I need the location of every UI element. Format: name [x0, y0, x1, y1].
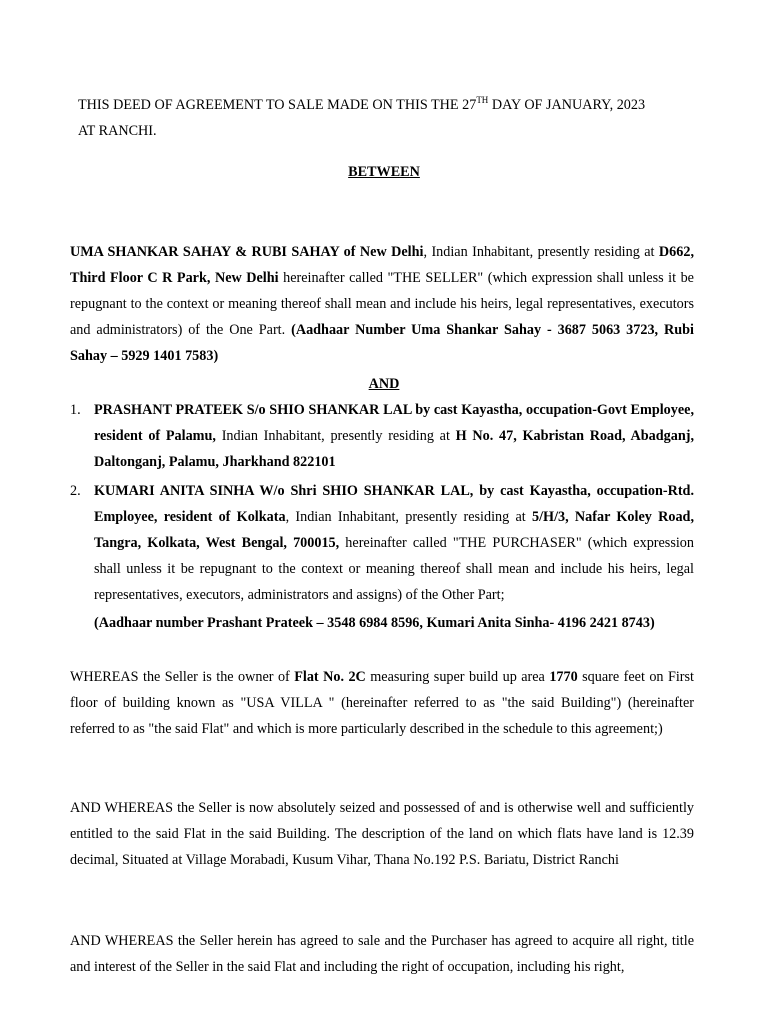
whereas-paragraph-3: AND WHEREAS the Seller herein has agreed to sale and the Purchaser has agreed to acquire all right, title and interest of the Seller in the said Flat and including the right of occupation, including his right, — [70, 933, 694, 975]
purchaser-2-text-2: hereinafter called "THE PURCHASER" (which expression shall unless it be repugnant to the context or meaning thereof shall mean and include his heirs, legal representatives, executors, administrators and assigns) of the Other Part; — [94, 535, 694, 603]
between-label: BETWEEN — [348, 164, 420, 180]
purchaser-1-name: PRASHANT PRATEEK S/o SHIO SHANKAR LAL by cast Kayastha, occupation-Govt Employee, resident of Palamu, — [94, 402, 694, 444]
whereas1-text-1: WHEREAS the Seller is the owner of — [70, 669, 295, 685]
seller-paragraph — [70, 239, 694, 369]
purchaser-2-address: 5/H/3, Nafar Koley Road, Tangra, Kolkata, West Bengal, 700015, — [94, 509, 694, 551]
flat-number: Flat No. 2C — [294, 669, 366, 685]
seller-text-2: hereinafter called "THE SELLER" (which expression shall unless it be repugnant to the context or meaning thereof shall mean and include his heirs, legal representatives, executors and administrators) of the One Part. — [70, 270, 694, 338]
seller-text-1: , Indian Inhabitant, presently residing at — [423, 244, 659, 260]
flat-area: 1770 — [549, 669, 578, 685]
whereas-paragraph-2: AND WHEREAS the Seller is now absolutely seized and possessed of and is otherwise well and sufficiently entitled to the said Flat in the said Building. The description of the land on which flats have land is 12.39 decimal, Situated at Village Morabadi, Kusum Vihar, Thana No.192 P.S. Bariatu, District Ranchi — [70, 800, 694, 868]
heading-text: THIS DEED OF AGREEMENT TO SALE MADE ON THIS THE 27 — [78, 97, 477, 113]
purchaser-2-number: 2. — [70, 483, 81, 499]
whereas-paragraph-1 — [70, 664, 694, 742]
whereas1-text-3: square feet on First floor of building known as "USA VILLA " (hereinafter referred to as "the said Building") (hereinafter referred to as "the said Flat" and which is more particularly described in the schedule to this agreement;) — [70, 669, 694, 737]
purchaser-1-paragraph — [94, 397, 694, 475]
purchaser-aadhaar: (Aadhaar number Prashant Prateek – 3548 6984 8596, Kumari Anita Sinha- 4196 2421 8743) — [94, 615, 655, 631]
purchaser-aadhaar-line — [94, 610, 694, 636]
and-label: AND — [368, 376, 400, 392]
heading-superscript: TH — [476, 95, 489, 105]
purchaser-2-name: KUMARI ANITA SINHA W/o Shri SHIO SHANKAR LAL, by cast Kayastha, occupation-Rtd. Employee, resident of Kolkata — [94, 483, 694, 525]
heading-place: AT RANCHI. — [78, 123, 157, 139]
purchaser-1-address: H No. 47, Kabristan Road, Abadganj, Daltonganj, Palamu, Jharkhand 822101 — [94, 428, 694, 470]
seller-names: UMA SHANKAR SAHAY & RUBI SAHAY of New Delhi — [70, 244, 424, 260]
seller-address: D662, Third Floor C R Park, New Delhi — [70, 244, 694, 286]
deed-heading — [78, 92, 718, 144]
purchaser-2-text: , Indian Inhabitant, presently residing at — [285, 509, 532, 525]
whereas1-text-2: measuring super build up area — [365, 669, 550, 685]
seller-aadhaar: (Aadhaar Number Uma Shankar Sahay - 3687 5063 3723, Rubi Sahay – 5929 1401 7583) — [70, 322, 694, 364]
purchaser-1-text: Indian Inhabitant, presently residing at — [215, 428, 456, 444]
heading-text-end: DAY OF JANUARY, 2023 — [488, 97, 646, 113]
purchaser-2-paragraph — [94, 478, 694, 608]
purchaser-1-number: 1. — [70, 402, 81, 418]
